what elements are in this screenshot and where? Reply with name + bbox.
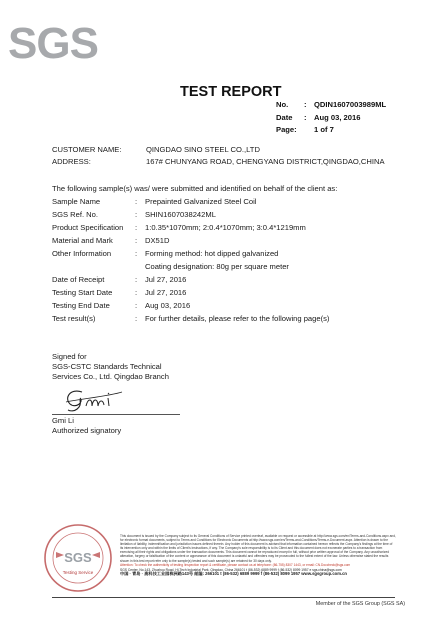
meta-value: Aug 03, 2016 xyxy=(314,113,361,122)
footer-address-en: SGS Center, No.143, Zhuzhou Road, Hi-Tech Industrial Park, Qingdao, China 266101 t (86-532) 6889 9999 f (86-532) 8099 1957 e sgs.china@sgs.com xyxy=(120,567,342,572)
meta-page xyxy=(276,125,334,134)
info-label: Sample Name xyxy=(52,197,101,206)
info-value: Coating designation: 80g per square meter xyxy=(145,262,289,271)
info-row xyxy=(52,223,306,232)
info-value: Jul 27, 2016 xyxy=(145,275,187,284)
info-value: SHIN1607038242ML xyxy=(145,210,216,219)
signatory-title: Authorized signatory xyxy=(52,426,122,435)
info-label: SGS Ref. No. xyxy=(52,210,99,219)
meta-label: No. xyxy=(276,100,289,109)
sgs-testing-seal xyxy=(42,522,114,594)
handwritten-signature xyxy=(60,386,140,414)
customer-name-value: QINGDAO SINO STEEL CO.,LTD xyxy=(146,145,260,154)
info-row xyxy=(52,301,190,310)
customer-name-row xyxy=(52,145,260,154)
info-label: Date of Receipt xyxy=(52,275,105,284)
info-colon: : xyxy=(135,223,138,232)
info-label: Test result(s) xyxy=(52,314,96,323)
meta-colon: : xyxy=(304,113,307,122)
signatory-name: Gmi Li xyxy=(52,416,74,425)
info-row xyxy=(52,314,329,323)
meta-date xyxy=(276,113,360,122)
seal-ring-text: Testing Service xyxy=(62,570,94,575)
submission-statement: The following sample(s) was/ were submitted and identified on behalf of the client as: xyxy=(52,184,338,193)
info-label: Other Information xyxy=(52,249,112,258)
info-colon: : xyxy=(135,314,138,323)
info-row xyxy=(52,236,169,245)
meta-label: Page: xyxy=(276,125,297,134)
signature-line xyxy=(52,414,180,415)
meta-value: QDIN1607003989ML xyxy=(314,100,387,109)
info-colon: : xyxy=(135,301,138,310)
info-colon: : xyxy=(135,210,138,219)
info-row xyxy=(52,262,289,271)
meta-colon: : xyxy=(304,100,307,109)
info-row xyxy=(52,249,278,258)
customer-address-label: ADDRESS: xyxy=(52,157,91,166)
info-label: Testing End Date xyxy=(52,301,110,310)
signing-org-line2: Services Co., Ltd. Qingdao Branch xyxy=(52,372,169,381)
info-colon: : xyxy=(135,236,138,245)
info-label: Product Specification xyxy=(52,223,124,232)
info-value: Aug 03, 2016 xyxy=(145,301,191,310)
footer-disclaimer: This document is issued by the Company subject to its General Conditions of Service printed overleaf, available on request or accessible at http://www.sgs.com/en/Terms-and-Conditions.aspx and, for electronic format documents, subject to Terms and Conditions for Electronic Documents at http://www.sgs.com/en/Terms-and-Conditions/Terms-e-Document.aspx. Attention is drawn to the limitation of liability, indemnification and jurisdiction issues defined therein. Any holder of this document is advised that information contained hereon reflects the Company's findings at the time of its intervention only and within the limits of Client's instructions, if any. The Company's sole responsibility is to its Client and this document does not exonerate parties to a transaction from exercising all their rights and obligations under the transaction documents. This document cannot be reproduced except in full, without prior written approval of the Company. Any unauthorized alteration, forgery or falsification of the content or appearance of this document is unlawful and offenders may be prosecuted to the fullest extent of the law. Unless otherwise stated the results shown in this test report refer only to the sample(s) tested and such sample(s) are retained for 30 days only. xyxy=(120,534,396,563)
meta-value: 1 of 7 xyxy=(314,125,334,134)
meta-report-number xyxy=(276,100,386,109)
info-label: Testing Start Date xyxy=(52,288,113,297)
meta-label: Date xyxy=(276,113,293,122)
info-value: For further details, please refer to the following page(s) xyxy=(145,314,330,323)
footer-address-cn: 中国 · 青岛 · 高科技工业园株洲路143号 邮编: 266101 t (86-532) 6889 9999 f (86-532) 8099 1957 www.sgsgroup.com.cn xyxy=(120,570,347,576)
member-of-sgs-group: Member of the SGS Group (SGS SA) xyxy=(315,601,405,607)
footer-block xyxy=(120,534,396,576)
info-value: Jul 27, 2016 xyxy=(145,288,187,297)
seal-center-text: SGS xyxy=(64,550,92,565)
info-row xyxy=(52,210,216,219)
info-colon: : xyxy=(135,275,138,284)
report-title: TEST REPORT xyxy=(180,84,282,100)
info-value: Prepainted Galvanized Steel Coil xyxy=(145,197,257,206)
signing-org-line1: SGS-CSTC Standards Technical xyxy=(52,362,162,371)
customer-address-row xyxy=(52,157,385,166)
info-row xyxy=(52,275,186,284)
customer-name-label: CUSTOMER NAME: xyxy=(52,145,122,154)
info-colon: : xyxy=(135,249,138,258)
info-value: 1:0.35*1070mm; 2:0.4*1070mm; 3:0.4*1219mm xyxy=(145,223,306,232)
info-value: Forming method: hot dipped galvanized xyxy=(145,249,279,258)
footer-divider xyxy=(52,597,395,598)
footer-attention: Attention: To check the authenticity of testing /inspection report & certificate, please contact us at telephone: (86-755) 8307 1443, or email: CN.Doccheck@sgs.com xyxy=(120,562,351,567)
info-value: DX51D xyxy=(145,236,170,245)
customer-address-value: 167# CHUNYANG ROAD, CHENGYANG DISTRICT,QINGDAO,CHINA xyxy=(146,157,385,166)
info-row xyxy=(52,197,256,206)
info-colon: : xyxy=(135,288,138,297)
info-colon: : xyxy=(135,197,138,206)
signed-for-label: Signed for xyxy=(52,352,87,361)
sgs-logo: SGS xyxy=(8,19,98,68)
info-row xyxy=(52,288,186,297)
info-label: Material and Mark xyxy=(52,236,113,245)
